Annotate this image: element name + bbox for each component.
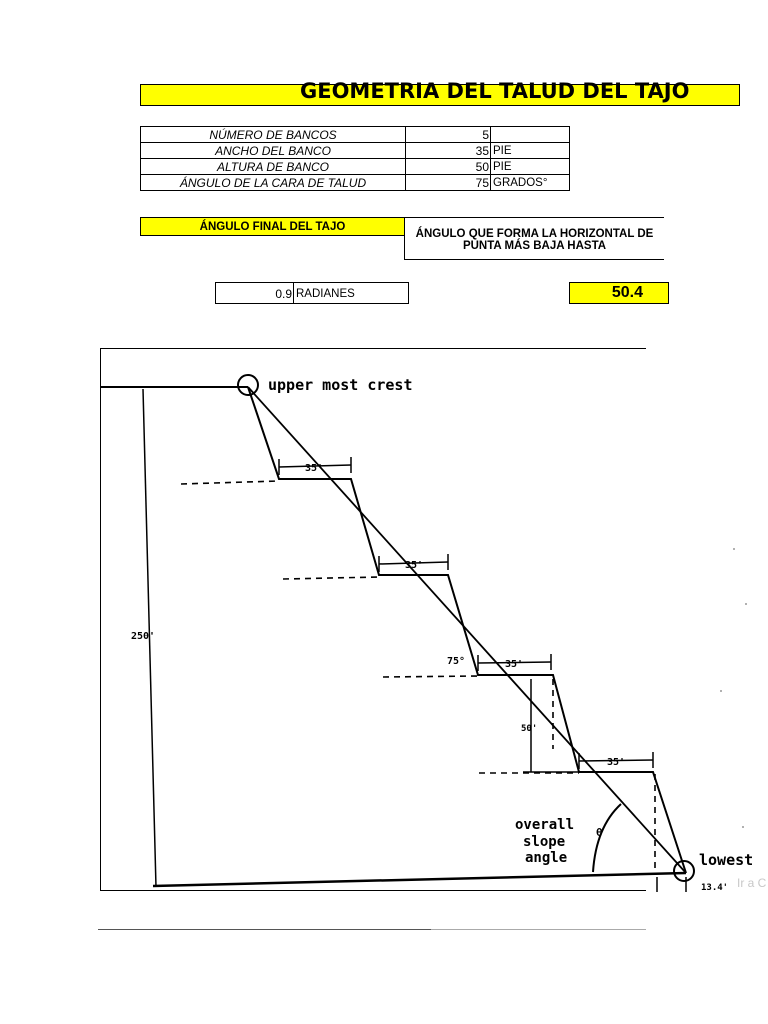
final-angle-label: ÁNGULO FINAL DEL TAJO [140,217,405,236]
speck [745,603,747,605]
description-line-2: PUNTA MÁS BAJA HASTA [462,240,607,252]
overall-label-1: overall [515,817,575,833]
param-value[interactable]: 5 [406,127,491,143]
toe-offset-label: 13.4' [701,883,729,893]
table-row [141,175,570,191]
bench-width-label: 35' [305,463,324,474]
param-unit: GRADOS° [491,175,570,191]
radians-unit: RADIANES [296,288,355,300]
param-unit [491,127,570,143]
param-label: NÚMERO DE BANCOS [141,127,406,143]
bench-width-label: 35' [505,659,524,670]
speck [720,690,722,692]
degrees-value[interactable]: 50.4 [569,282,669,304]
page-break-line [98,929,431,930]
final-angle-description [404,217,664,260]
theta-symbol: θ [596,826,603,839]
description-line-1: ÁNGULO QUE FORMA LA HORIZONTAL DE [415,228,654,240]
param-value[interactable]: 35 [406,143,491,159]
face-angle-label: 75° [447,656,466,667]
radians-value[interactable]: 0.9 [216,283,294,303]
bench-width-label: 35' [607,757,626,768]
speck [733,548,735,550]
page-break-line [431,929,646,930]
parameters-table [140,126,570,191]
sheet-title: GEOMETRIA DEL TALUD DEL TAJO [300,79,690,103]
table-row [141,127,570,143]
lowest-label: lowest [699,851,754,869]
param-label: ANCHO DEL BANCO [141,143,406,159]
bench-width-label: 35' [405,560,424,571]
param-label: ÁNGULO DE LA CARA DE TALUD [141,175,406,191]
radians-cell [215,282,409,304]
param-value[interactable]: 50 [406,159,491,175]
speck [742,826,744,828]
param-value[interactable]: 75 [406,175,491,191]
bench-height-label: 50' [521,724,538,734]
param-label: ALTURA DE BANCO [141,159,406,175]
height-label: 250' [131,631,156,642]
param-unit: PIE [491,159,570,175]
table-row [141,159,570,175]
param-unit: PIE [491,143,570,159]
overall-label-2: slope [523,834,566,850]
activate-watermark: Ir a C [737,876,767,890]
overall-label-3: angle [525,850,568,866]
upper-crest-label: upper most crest [268,376,413,394]
table-row [141,143,570,159]
